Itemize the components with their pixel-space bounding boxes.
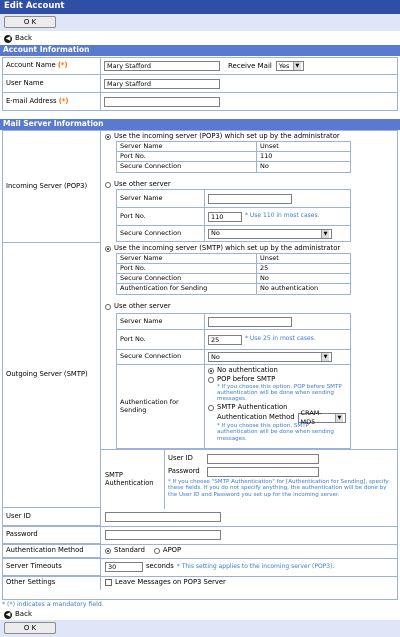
back-link-bottom[interactable] [4,609,32,620]
user-name-row [2,75,398,93]
ok-button-top[interactable]: O K [4,16,56,28]
smtp-auth-block: SMTP Authentication User ID Password * If you choose "SMTP Authentication" for [Authentication for Sending], specify these fields. If you do not specify anything, the authentication will be done by the User ID and Password you set up for the incoming server. [101,449,397,508]
timeouts-note: * This setting applies to the incoming server (POP3). [176,562,335,570]
page-title: Edit Account [0,0,400,14]
incoming-port-input[interactable]: 110 [208,212,242,222]
mail-server-table [2,130,398,600]
auth-pop-option[interactable]: POP before SMTP [208,376,347,384]
incoming-server-label: Incoming Server (POP3) [3,131,101,243]
auth-apop-label: APOP [162,546,182,554]
receive-mail-select[interactable]: Yes ▼ [276,61,304,71]
checkbox-icon [105,579,112,586]
auth-none-option[interactable]: No authentication [208,367,347,375]
back-arrow-icon: ◀ [5,34,11,42]
user-id-label: User ID [3,508,101,526]
auth-method-select[interactable]: CRAM-MD5 ▼ [298,413,346,423]
outgoing-admin-table: Server Name Unset Port No. 25 Secure Connection No Authentication for Sending No authentication [116,253,351,295]
auth-smtp-option[interactable]: SMTP Authentication [208,404,347,412]
ok-button-bottom[interactable]: O K [4,622,56,634]
user-name-label: User Name [3,75,101,92]
password-label: Password [3,526,101,544]
other-settings-label: Other Settings [3,576,101,590]
radio-selected-icon[interactable] [105,548,111,554]
server-timeouts-input[interactable]: 30 [105,562,143,572]
radio-selected-icon [105,134,111,140]
radio-unselected-icon[interactable] [154,548,160,554]
outgoing-admin-option[interactable]: Use the incoming server (SMTP) which set up by the administrator [105,245,340,253]
outgoing-secure-select[interactable]: No ▼ [208,352,332,362]
radio-selected-icon [105,246,111,252]
back-link-top[interactable] [4,33,32,44]
radio-unselected-icon [208,405,214,411]
mail-section-heading: Mail Server Information [0,119,400,130]
top-toolbar [0,14,400,31]
receive-mail-label: Receive Mail [228,61,272,70]
bottom-toolbar [0,620,400,637]
outgoing-port-input[interactable]: 25 [208,335,242,345]
radio-selected-icon [208,368,214,374]
incoming-other-option[interactable]: Use other server [105,181,171,189]
account-name-row [2,57,398,75]
leave-messages-option[interactable]: Leave Messages on POP3 Server [105,579,226,587]
account-section-heading: Account Information [0,45,400,56]
mandatory-note: * (*) indicates a mandatory field. [2,601,104,608]
outgoing-other-option[interactable]: Use other server [105,303,171,311]
required-mark: (*) [57,61,68,70]
chevron-down-icon: ▼ [321,230,329,238]
radio-unselected-icon [105,304,111,310]
auth-sending-label: Authentication for Sending [117,365,205,448]
password-input[interactable] [105,530,221,540]
timeouts-unit: seconds [146,562,174,571]
back-arrow-icon: ◀ [5,610,11,618]
smtp-auth-label: SMTP Authentication [105,471,154,487]
incoming-admin-table: Server Name Unset Port No. 110 Secure Connection No [116,141,351,173]
auth-standard-label: Standard [114,546,145,554]
incoming-other-table: Server Name Port No. 110 * Use 110 in most cases. Secure Connection No ▼ [116,189,351,242]
incoming-server-name-input[interactable] [208,194,292,204]
account-name-input[interactable]: Mary Stafford [104,61,220,71]
email-input[interactable] [104,97,220,107]
back-label: Back [15,610,32,619]
outgoing-other-table: Server Name Port No. 25 * Use 25 in most cases. Secure Connection No ▼ Authentication for Sending No authentication POP before SMTP * If you choose this option, POP before SMTP authentication will be done when sending messages. SMTP Authentication Authentication Method CRAM-MD5 ▼ * If you choose this option, SMTP authentication will be done when sending messages. [116,313,351,449]
chevron-down-icon: ▼ [293,62,301,70]
back-label: Back [15,34,32,43]
smtp-user-id-input[interactable] [207,454,319,464]
incoming-secure-select[interactable]: No ▼ [208,229,332,239]
required-mark: (*) [58,96,69,105]
email-label: E-mail Address [6,96,57,105]
server-timeouts-label: Server Timeouts [3,558,101,576]
smtp-password-input[interactable] [207,467,319,477]
chevron-down-icon: ▼ [321,353,329,361]
outgoing-server-label: Outgoing Server (SMTP) [3,243,101,508]
user-name-input[interactable]: Mary Stafford [104,79,220,89]
radio-unselected-icon [105,182,111,188]
radio-unselected-icon [208,377,214,383]
chevron-down-icon: ▼ [335,414,342,422]
user-id-input[interactable] [105,512,221,522]
outgoing-server-name-input[interactable] [208,317,292,327]
email-row [2,93,398,111]
incoming-admin-option[interactable]: Use the incoming server (POP3) which set up by the administrator [105,133,340,141]
auth-method-label: Authentication Method [3,544,101,558]
account-name-label: Account Name [6,61,56,70]
